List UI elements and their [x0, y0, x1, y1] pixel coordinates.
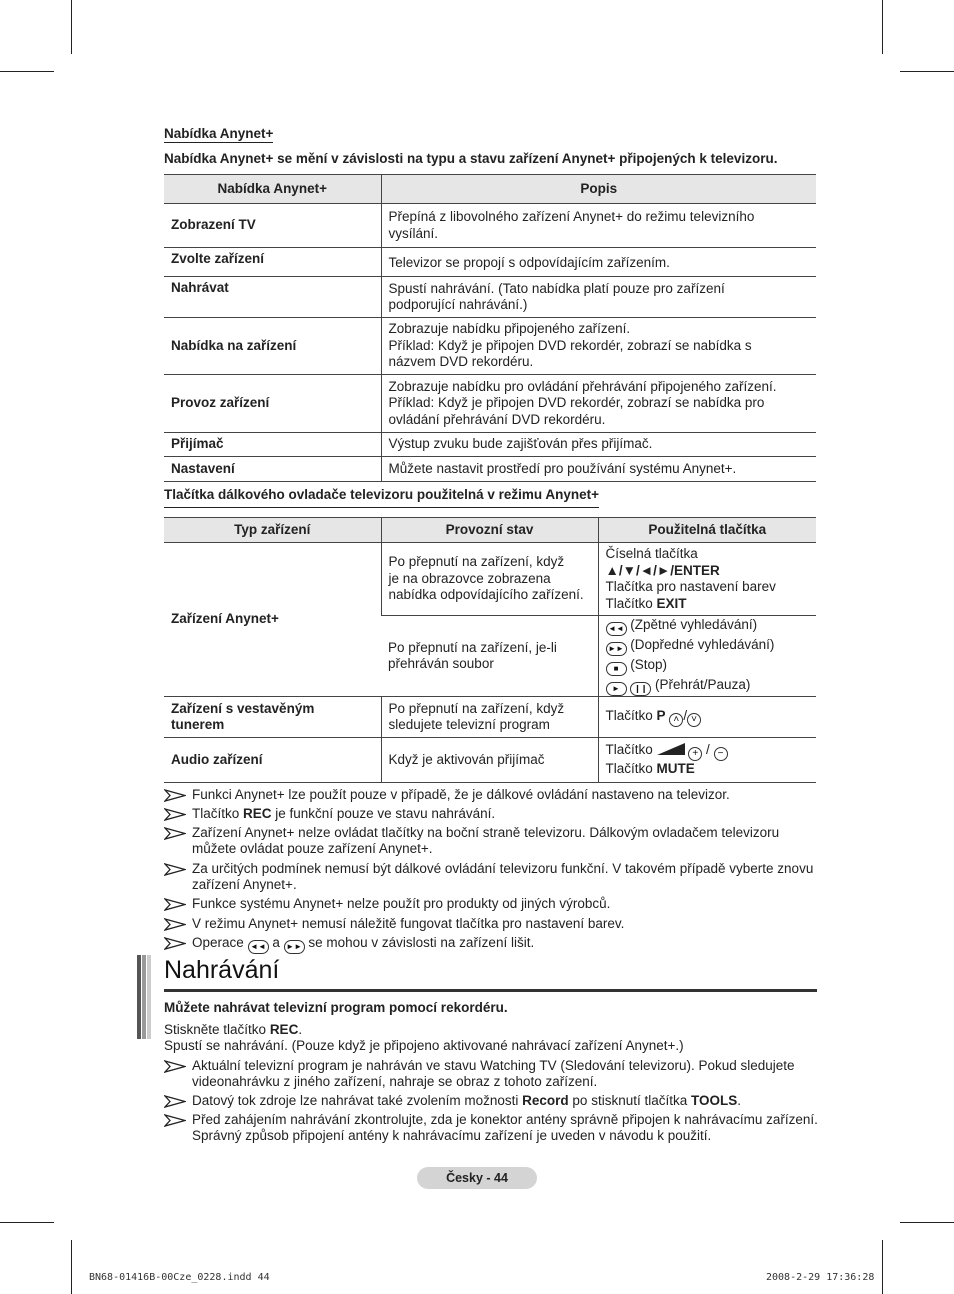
remote-buttons-title: Tlačítka dálkového ovladače televizoru použitelná v režimu Anynet+ — [164, 487, 599, 508]
rewind-icon: ◄◄ — [606, 622, 627, 636]
play-icon: ► — [606, 682, 627, 696]
print-file-info: BN68-01416B-00Cze_0228.indd 44 — [89, 1272, 270, 1283]
note-arrow-icon — [164, 1114, 186, 1127]
usable-buttons: ◄◄ (Zpětné vyhledávání) ►► (Dopředné vyhledávání) ■ (Stop) ► ❙❙ (Přehrát/Pauza) — [598, 616, 816, 697]
note-item: V režimu Anynet+ nemusí náležitě fungovat tlačítka pro nastavení barev. — [164, 916, 824, 932]
note-item: Před zahájením nahrávání zkontrolujte, zda je konektor antény správně připojen k nahrávacímu zařízení. Správný způsob připojení antény k nahrávacímu zařízení je uveden v návodu k použití. — [164, 1112, 824, 1144]
recording-heading: Nahrávání — [164, 956, 280, 984]
usable-buttons: Tlačítko P ˄ / ˅ — [598, 697, 816, 738]
note-item: Zařízení Anynet+ nelze ovládat tlačítky na boční straně televizoru. Dálkovým ovladačem televizoru můžete ovládat pouze zařízení Anynet+. — [164, 825, 824, 857]
device-type: Zařízení Anynet+ — [164, 543, 381, 697]
note-arrow-icon — [164, 1095, 186, 1108]
note-arrow-icon — [164, 863, 186, 876]
channel-up-icon: ˄ — [669, 713, 683, 727]
note-arrow-icon — [164, 827, 186, 840]
crop-mark — [71, 0, 72, 54]
rewind-icon: ◄◄ — [248, 940, 269, 954]
note-arrow-icon — [164, 918, 186, 931]
print-timestamp: 2008-2-29 17:36:28 — [766, 1272, 875, 1283]
crop-mark — [0, 1222, 54, 1223]
note-arrow-icon — [164, 789, 186, 802]
note-item: Datový tok zdroje lze nahrávat také zvolením možnosti Record po stisknutí tlačítka TOOLS. — [164, 1093, 824, 1109]
table-header: Popis — [381, 175, 816, 204]
note-item: Tlačítko REC je funkční pouze ve stavu nahrávání. — [164, 806, 824, 822]
table-header: Provozní stav — [381, 518, 598, 543]
menu-item-desc: Zobrazuje nabídku připojeného zařízení. Příklad: Když je připojen DVD rekordér, zobrazí se nabídka s názvem DVD rekordéru. — [381, 318, 816, 375]
usable-buttons: Tlačítko + / − Tlačítko MUTE — [598, 738, 816, 783]
recording-notes-list — [164, 1058, 824, 1144]
menu-item-name: Provoz zařízení — [164, 375, 381, 433]
menu-item-desc: Výstup zvuku bude zajišťován přes přijímač. — [381, 433, 816, 457]
crop-mark — [0, 71, 54, 72]
channel-down-icon: ˅ — [687, 713, 701, 727]
menu-item-desc: Přepíná z libovolného zařízení Anynet+ do režimu televizního vysílání. — [381, 204, 816, 248]
section-bar-decoration — [137, 955, 151, 1039]
crop-mark — [900, 71, 954, 72]
note-item: Za určitých podmínek nemusí být dálkové ovládání televizoru funkční. V takovém případě vyberte znovu zařízení Anynet+. — [164, 861, 824, 893]
table-header: Nabídka Anynet+ — [164, 175, 381, 204]
menu-item-name: Nahrávat — [164, 277, 381, 318]
note-item: Funkci Anynet+ lze použít pouze v případě, že je dálkové ovládání nastaveno na televizor. — [164, 787, 824, 803]
menu-item-name: Zobrazení TV — [164, 204, 381, 248]
note-arrow-icon — [164, 898, 186, 911]
device-type: Zařízení s vestavěným tunerem — [164, 697, 381, 738]
stop-icon: ■ — [606, 662, 627, 676]
volume-icon — [657, 743, 685, 755]
page-number-badge: Česky - 44 — [417, 1167, 537, 1189]
crop-mark — [882, 1240, 883, 1294]
operating-state: Po přepnutí na zařízení, je-li přehráván soubor — [381, 616, 598, 697]
menu-item-name: Zvolte zařízení — [164, 248, 381, 277]
menu-item-name: Nastavení — [164, 457, 381, 482]
heading-rule — [164, 989, 817, 992]
operating-state: Když je aktivován přijímač — [381, 738, 598, 783]
anynet-menu-table — [164, 174, 816, 482]
volume-up-icon: + — [688, 747, 702, 761]
volume-down-icon: − — [714, 747, 728, 761]
menu-item-name: Přijímač — [164, 433, 381, 457]
note-arrow-icon — [164, 808, 186, 821]
menu-item-desc: Zobrazuje nabídku pro ovládání přehrávání připojeného zařízení. Příklad: Když je připojen DVD rekordér, zobrazí se nabídka pro ovládání přehrávání DVD rekordéru. — [381, 375, 816, 433]
note-item: Aktuální televizní program je nahráván ve stavu Watching TV (Sledování televizoru). Pokud sledujete videonahrávku z jiného zařízení, nahraje se obraz z tohoto zařízení. — [164, 1058, 824, 1090]
section-lead: Nabídka Anynet+ se mění v závislosti na typu a stavu zařízení Anynet+ připojených k televizoru. — [164, 151, 778, 166]
crop-mark — [900, 1222, 954, 1223]
crop-mark — [882, 0, 883, 54]
menu-item-name: Nabídka na zařízení — [164, 318, 381, 375]
operating-state: Po přepnutí na zařízení, když sledujete televizní program — [381, 697, 598, 738]
menu-item-desc: Můžete nastavit prostředí pro používání systému Anynet+. — [381, 457, 816, 482]
crop-mark — [71, 1240, 72, 1294]
operating-state: Po přepnutí na zařízení, když je na obrazovce zobrazena nabídka odpovídajícího zařízení. — [381, 543, 598, 616]
section-title: Nabídka Anynet+ — [164, 126, 274, 141]
fast-forward-icon: ►► — [606, 642, 627, 656]
table-header: Použitelná tlačítka — [598, 518, 816, 543]
note-arrow-icon — [164, 937, 186, 950]
remote-buttons-table — [164, 517, 816, 783]
pause-icon: ❙❙ — [630, 682, 651, 696]
table-header: Typ zařízení — [164, 518, 381, 543]
fast-forward-icon: ►► — [284, 940, 305, 954]
note-item: Funkce systému Anynet+ nelze použít pro produkty od jiných výrobců. — [164, 896, 824, 912]
note-item: Operace ◄◄ a ►► se mohou v závislosti na zařízení lišit. — [164, 935, 824, 954]
device-type: Audio zařízení — [164, 738, 381, 783]
recording-intro: Můžete nahrávat televizní program pomocí rekordéru. — [164, 1000, 508, 1015]
recording-instructions: Stiskněte tlačítko REC. Spustí se nahrávání. (Pouze když je připojeno aktivované nahrávací zařízení Anynet+.) — [164, 1022, 684, 1053]
note-arrow-icon — [164, 1060, 186, 1073]
menu-item-desc: Televizor se propojí s odpovídajícím zařízením. — [381, 248, 816, 277]
menu-item-desc: Spustí nahrávání. (Tato nabídka platí pouze pro zařízení podporující nahrávání.) — [381, 277, 816, 318]
usable-buttons: Číselná tlačítka ▲/▼/◄/►/ENTER Tlačítka pro nastavení barev Tlačítko EXIT — [598, 543, 816, 616]
notes-list — [164, 787, 824, 954]
